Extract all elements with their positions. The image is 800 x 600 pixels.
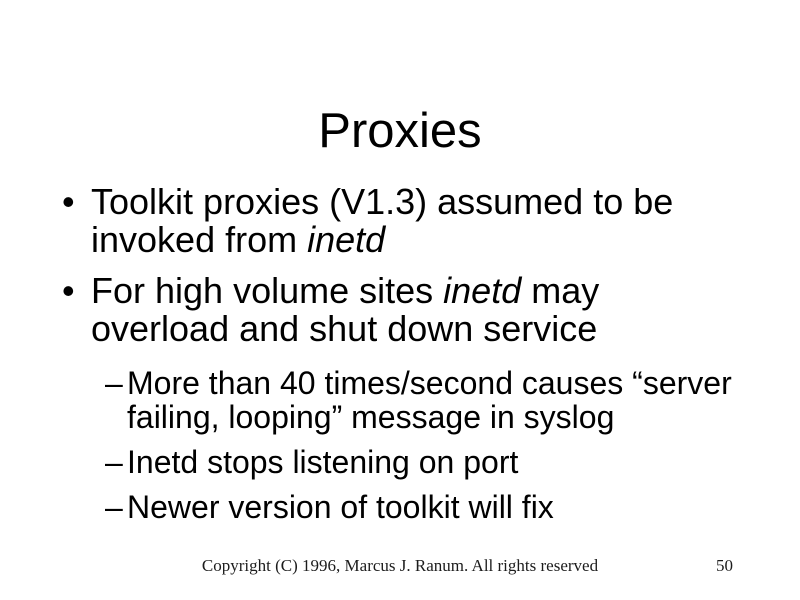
bullet-text xyxy=(91,272,711,348)
text-run: Newer version of toolkit will fix xyxy=(127,489,554,525)
sub-bullet-item xyxy=(105,445,767,479)
bullet-marker: • xyxy=(62,270,75,311)
sub-bullet-list xyxy=(62,361,767,524)
dash-marker: – xyxy=(105,444,123,480)
text-run-italic: inetd xyxy=(307,219,386,260)
copyright-text: Copyright (C) 1996, Marcus J. Ranum. All rights reserved xyxy=(201,556,599,575)
text-run: Toolkit proxies (V1.3) assumed to be invoked from xyxy=(91,181,674,260)
bullet-list xyxy=(62,183,767,535)
text-run: More than 40 times/second causes “server failing, looping” message in syslog xyxy=(127,365,732,435)
bullet-item xyxy=(62,183,767,259)
slide-title: Proxies xyxy=(318,103,482,158)
sub-bullet-text xyxy=(127,445,518,479)
page-number: 50 xyxy=(716,556,733,575)
slide-footer xyxy=(0,556,800,576)
text-run: For high volume sites xyxy=(91,270,444,311)
text-run-italic: inetd xyxy=(443,270,522,311)
bullet-marker: • xyxy=(62,181,75,222)
sub-bullet-text xyxy=(127,366,767,434)
sub-bullet-item xyxy=(105,490,767,524)
text-run: Inetd stops listening on port xyxy=(127,444,519,480)
bullet-text xyxy=(91,183,711,259)
dash-marker: – xyxy=(105,365,123,401)
dash-marker: – xyxy=(105,489,123,525)
bullet-item xyxy=(62,272,767,348)
text-run: may overload and shut down service xyxy=(91,270,600,349)
sub-bullet-item xyxy=(105,366,767,434)
sub-bullet-text xyxy=(127,490,554,524)
